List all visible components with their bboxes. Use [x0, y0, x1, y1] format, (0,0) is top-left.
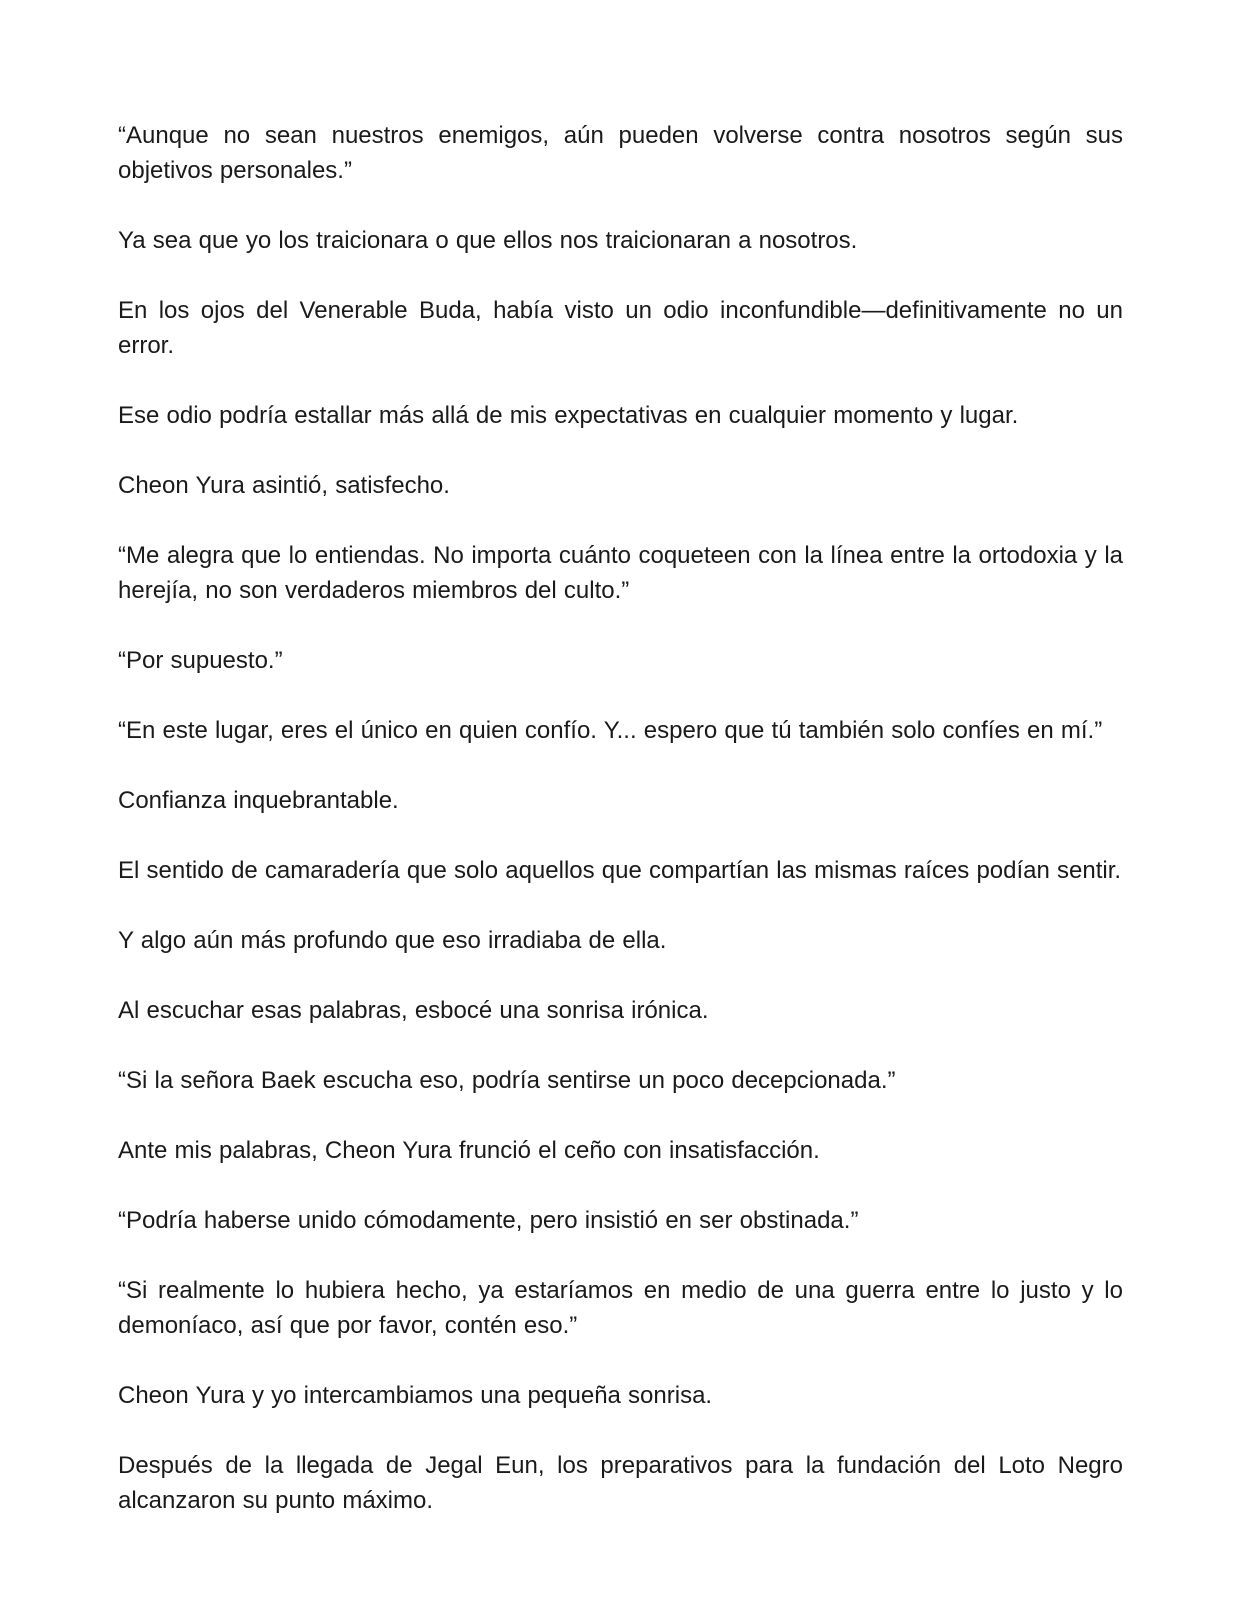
paragraph-18: Después de la llegada de Jegal Eun, los preparativos para la fundación del Loto Negro alcanzaron su punto máximo.: [118, 1452, 1123, 1514]
paragraph-7: “Por supuesto.”: [118, 647, 283, 674]
paragraph-14: Ante mis palabras, Cheon Yura frunció el ceño con insatisfacción.: [118, 1137, 820, 1164]
paragraph-16: “Si realmente lo hubiera hecho, ya estaríamos en medio de una guerra entre lo justo y lo demoníaco, así que por favor, contén eso.”: [118, 1277, 1123, 1339]
paragraph-12: Al escuchar esas palabras, esbocé una sonrisa irónica.: [118, 997, 709, 1024]
paragraph-6: “Me alegra que lo entiendas. No importa cuánto coqueteen con la línea entre la ortodoxia y la herejía, no son verdaderos miembros del culto.”: [118, 542, 1123, 604]
paragraph-17: Cheon Yura y yo intercambiamos una pequeña sonrisa.: [118, 1382, 713, 1409]
paragraph-5: Cheon Yura asintió, satisfecho.: [118, 472, 450, 499]
paragraph-9: Confianza inquebrantable.: [118, 787, 399, 814]
paragraph-15: “Podría haberse unido cómodamente, pero insistió en ser obstinada.”: [118, 1207, 859, 1234]
paragraph-11: Y algo aún más profundo que eso irradiaba de ella.: [118, 927, 667, 954]
paragraph-3: En los ojos del Venerable Buda, había visto un odio inconfundible—definitivamente no un error.: [118, 297, 1123, 359]
paragraph-4: Ese odio podría estallar más allá de mis expectativas en cualquier momento y lugar.: [118, 402, 1019, 429]
paragraph-8: “En este lugar, eres el único en quien confío. Y... espero que tú también solo confíes en mí.”: [118, 717, 1103, 744]
paragraph-1: “Aunque no sean nuestros enemigos, aún pueden volverse contra nosotros según sus objetivos personales.”: [118, 122, 1123, 184]
paragraph-13: “Si la señora Baek escucha eso, podría sentirse un poco decepcionada.”: [118, 1067, 896, 1094]
paragraph-2: Ya sea que yo los traicionara o que ellos nos traicionaran a nosotros.: [118, 227, 858, 254]
paragraph-10: El sentido de camaradería que solo aquellos que compartían las mismas raíces podían sentir.: [118, 857, 1122, 884]
